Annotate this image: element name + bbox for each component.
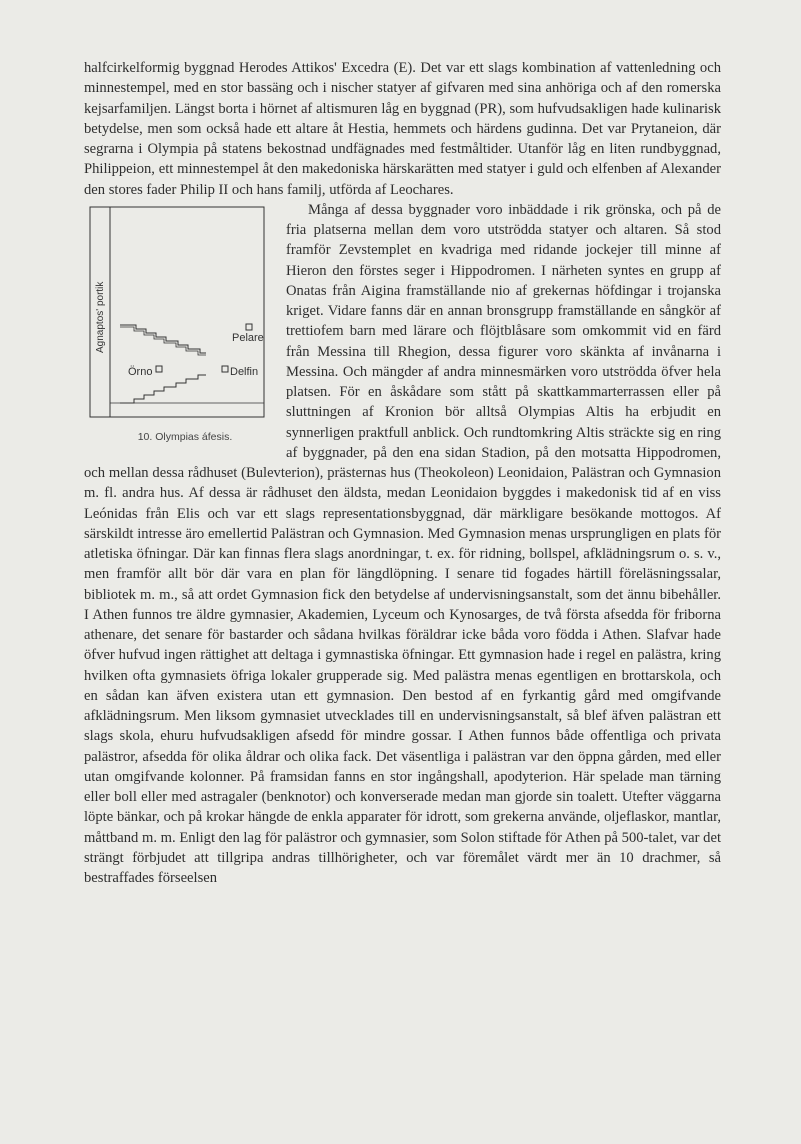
pelare-label: Pelare [232, 331, 264, 344]
paragraph-2 [84, 200, 721, 889]
delfin-label: Delfin [230, 365, 259, 378]
afesis-diagram [84, 203, 274, 425]
book-page [84, 58, 721, 888]
pelare-marker [246, 324, 252, 330]
delfin-marker [222, 366, 228, 372]
diagram-outer-frame [90, 207, 264, 417]
lower-stepped-line [120, 375, 206, 403]
paragraph-1: halfcirkelformig byggnad Herodes Attikos' Excedra (E). Det var ett slags kombination af vattenledning och minnestempel, med en stor bassäng och i nischer statyer af gifvaren med sina anhöriga och af den romerska kejsarfamiljen. Längst borta i hörnet af altismuren låg en byggnad (PR), som hufvudsakligen hade kulinarisk betydelse, men som också hade ett altare åt Hestia, hemmets och härdens gudinna. Det var Prytaneion, där segrarna i Olympia på statens bekostnad undfägnades med festmåltider. Utanför låg en liten rundbyggnad, Philippeion, ett minnestempel åt den makedoniska härskarätten med statyer i guld och elfenben af Alexander den stores fader Philip II och hans familj, utförda af Leochares. [84, 60, 721, 198]
orno-marker [156, 366, 162, 372]
orno-label: Örno [128, 365, 153, 378]
paragraph-2-text: Många af dessa byggnader voro inbäddade i rik grönska, och på de fria platserna mellan dem voro utströdda statyer och altaren. Så stod framför Zevstemplet en kvadriga med ridande jockejer till minne af Hieron den förstes seger i Hippodromen. I närheten syntes en grupp af Onatas från Aigina framställande nio af grekernas höfdingar i trojanska kriget. Vidare fanns där en annan bronsgrupp framställande en sångkör af trettiofem barn med lärare och flöjtblåsare som omkommit vid en färd från Messina till Rhegion, dessa figurer voro skänkta af invånarna i Messina. Och mängder af andra minnesmärken voro utströdda öfver hela platsen. För en åskådare som stått på skattkammarterrassen eller på sluttningen af Kronion bör alltså Olympias Altis ha erbjudit en synnerligen praktfull anblick. Och rundtomkring Altis sträckte sig en ring af byggnader, på den ena sidan Stadion, på den motsatta Hippodromen, och mellan dessa rådhuset (Bulevterion), prästernas hus (Theokoleon) Leonidaion, Palästran och Gymnasion m. fl. andra hus. Af dessa är rådhuset den äldsta, medan Leonidaion byggdes i makedonisk tid af en viss Leónidas från Elis och var ett slags representationsbyggnad, där märkligare besökande mottogos. Af särskildt intresse äro emellertid Palästran och Gymnasion. Med Gymnasion menas ursprungligen en plats för atletiska öfningar. Där kan finnas flera slags anordningar, t. ex. för ridning, bollspel, afklädningsrum o. s. v., men framför allt bör där vara en plan för längdlöpning. I senare tid fogades härtill föreläsningssalar, bibliotek m. m., så att ordet Gymnasion fick den betydelse af undervisningsanstalt, som det ännu bibehåller. I Athen funnos tre äldre gymnasier, Akademien, Lyceum och Kynosarges, de två första afsedda för friborna athenare, det senare för bastarder och sådana hvilkas föräldrar icke båda voro födda i Athen. Slafvar hade öfver hufvud ingen rättighet att deltaga i gymnastiska öfningar. Ett gymnasion hade i regel en palästra, kring hvilken ofta gymnasiets öfriga lokaler grupperade sig. Med palästra menas egentligen en brottarskola, och en sådan kan äfven existera utan ett gymnasion. Den bestod af en fyrkantig gård med omgifvande afklädningsrum. Men liksom gymnasiet utvecklades till en undervisningsanstalt, så blef äfven palästran ett slags skola, ehuru hufvudsakligen afsedd för mindre gossar. I Athen funnos både offentliga och privata palästror, afsedda för olika åldrar och olika fack. Det väsentliga i palästran var den öppna gården, med eller utan omgifvande kolonner. På framsidan fanns en stor ingångshall, apodyterion. Här spelade man tärning eller boll eller med astragaler (benknotor) och konverserade medan man gjorde sin toalett. Utefter väggarna löpte bänkar, och på krokar hängde de enkla apparater för idrott, som grekerna använde, oljeflaskor, mantlar, måttband m. m. Enligt den lag för palästror och gymnasier, som Solon stiftade för Athen på 500-talet, var det strängt förbjudet att tillgripa andras tillhörigheter, och var föremålet värdt mer än 10 drachmer, så bestraffades förseelsen [84, 201, 721, 886]
side-label: Agnaptos' portik [95, 281, 106, 353]
upper-stepped-line-inner [120, 327, 206, 355]
figure-olympias-afesis [84, 203, 274, 445]
figure-caption: 10. Olympias áfesis. [137, 430, 233, 443]
